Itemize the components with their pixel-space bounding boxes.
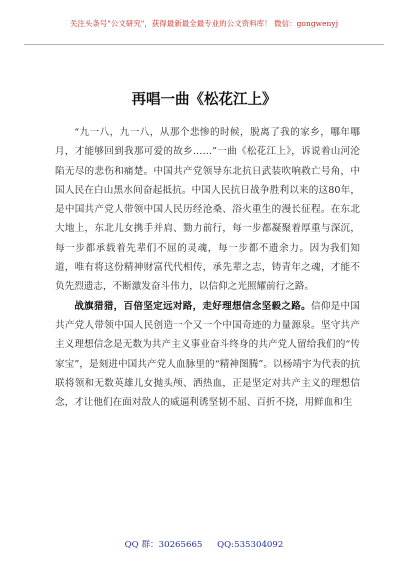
paragraph-2-lead: 战旗猎猎，百倍坚定远对路，走好理想信念坚毅之路。 (74, 300, 311, 312)
header-promo-note: 关注头条号"公文研究"，获得最新最全最专业的公文资料库！ 微信：gongwenyj (69, 19, 339, 28)
paragraph-2-body: 信仰是中国共产党人带领中国人民创造一个又一个中国奇迹的力量源泉。坚守共产主义理想信念是无数为共产主义事业奋斗终身的共产党人留给我们的“传家宝”，是刻进中国共产党人血脉里的“精神图腾”。以杨靖宇为代表的抗联将领和无数英雄儿女抛头颅、洒热血，正是坚定对共产主义的理想信念，才让他们在面对敌人的威逼利诱坚韧不屈、百折不挠，用鲜血和生 (55, 300, 361, 409)
paragraph-2 (55, 297, 360, 413)
header-divider (24, 44, 384, 45)
footer-qq-number: QQ:535304092 (217, 540, 284, 550)
footer-qq-group: QQ 群：30265665 (124, 540, 203, 550)
footer-contact (0, 538, 408, 550)
document-body (55, 123, 360, 412)
document-title: 再唱一曲《松花江上》 (131, 91, 277, 108)
paragraph-1: “九一八，九一八，从那个悲惨的时候，脱离了我的家乡，哪年哪月，才能够回到我那可爱的故乡……”一曲《松花江上》，诉说着山河沦陷无尽的悲伤和痛楚。中国共产党领导东北抗日武装吹响救亡号角，中国人民在白山黑水间奋起抵抗。中国人民抗日战争胜利以来的这80年，是中国共产党人带领中国人民历经沧桑、浴火重生的漫长征程。在东北大地上，东北儿女携手并肩、勠力前行，每一步都凝聚着厚重与深沉，每一步都承载着先辈们不屈的灵魂，每一步都不遗余力。因为我们知道，唯有将这份精神财富代代相传，承先辈之志，铸青年之魂，才能不负先烈遗志，不断激发奋斗伟力，以信仰之光照耀前行之路。 (55, 127, 360, 293)
